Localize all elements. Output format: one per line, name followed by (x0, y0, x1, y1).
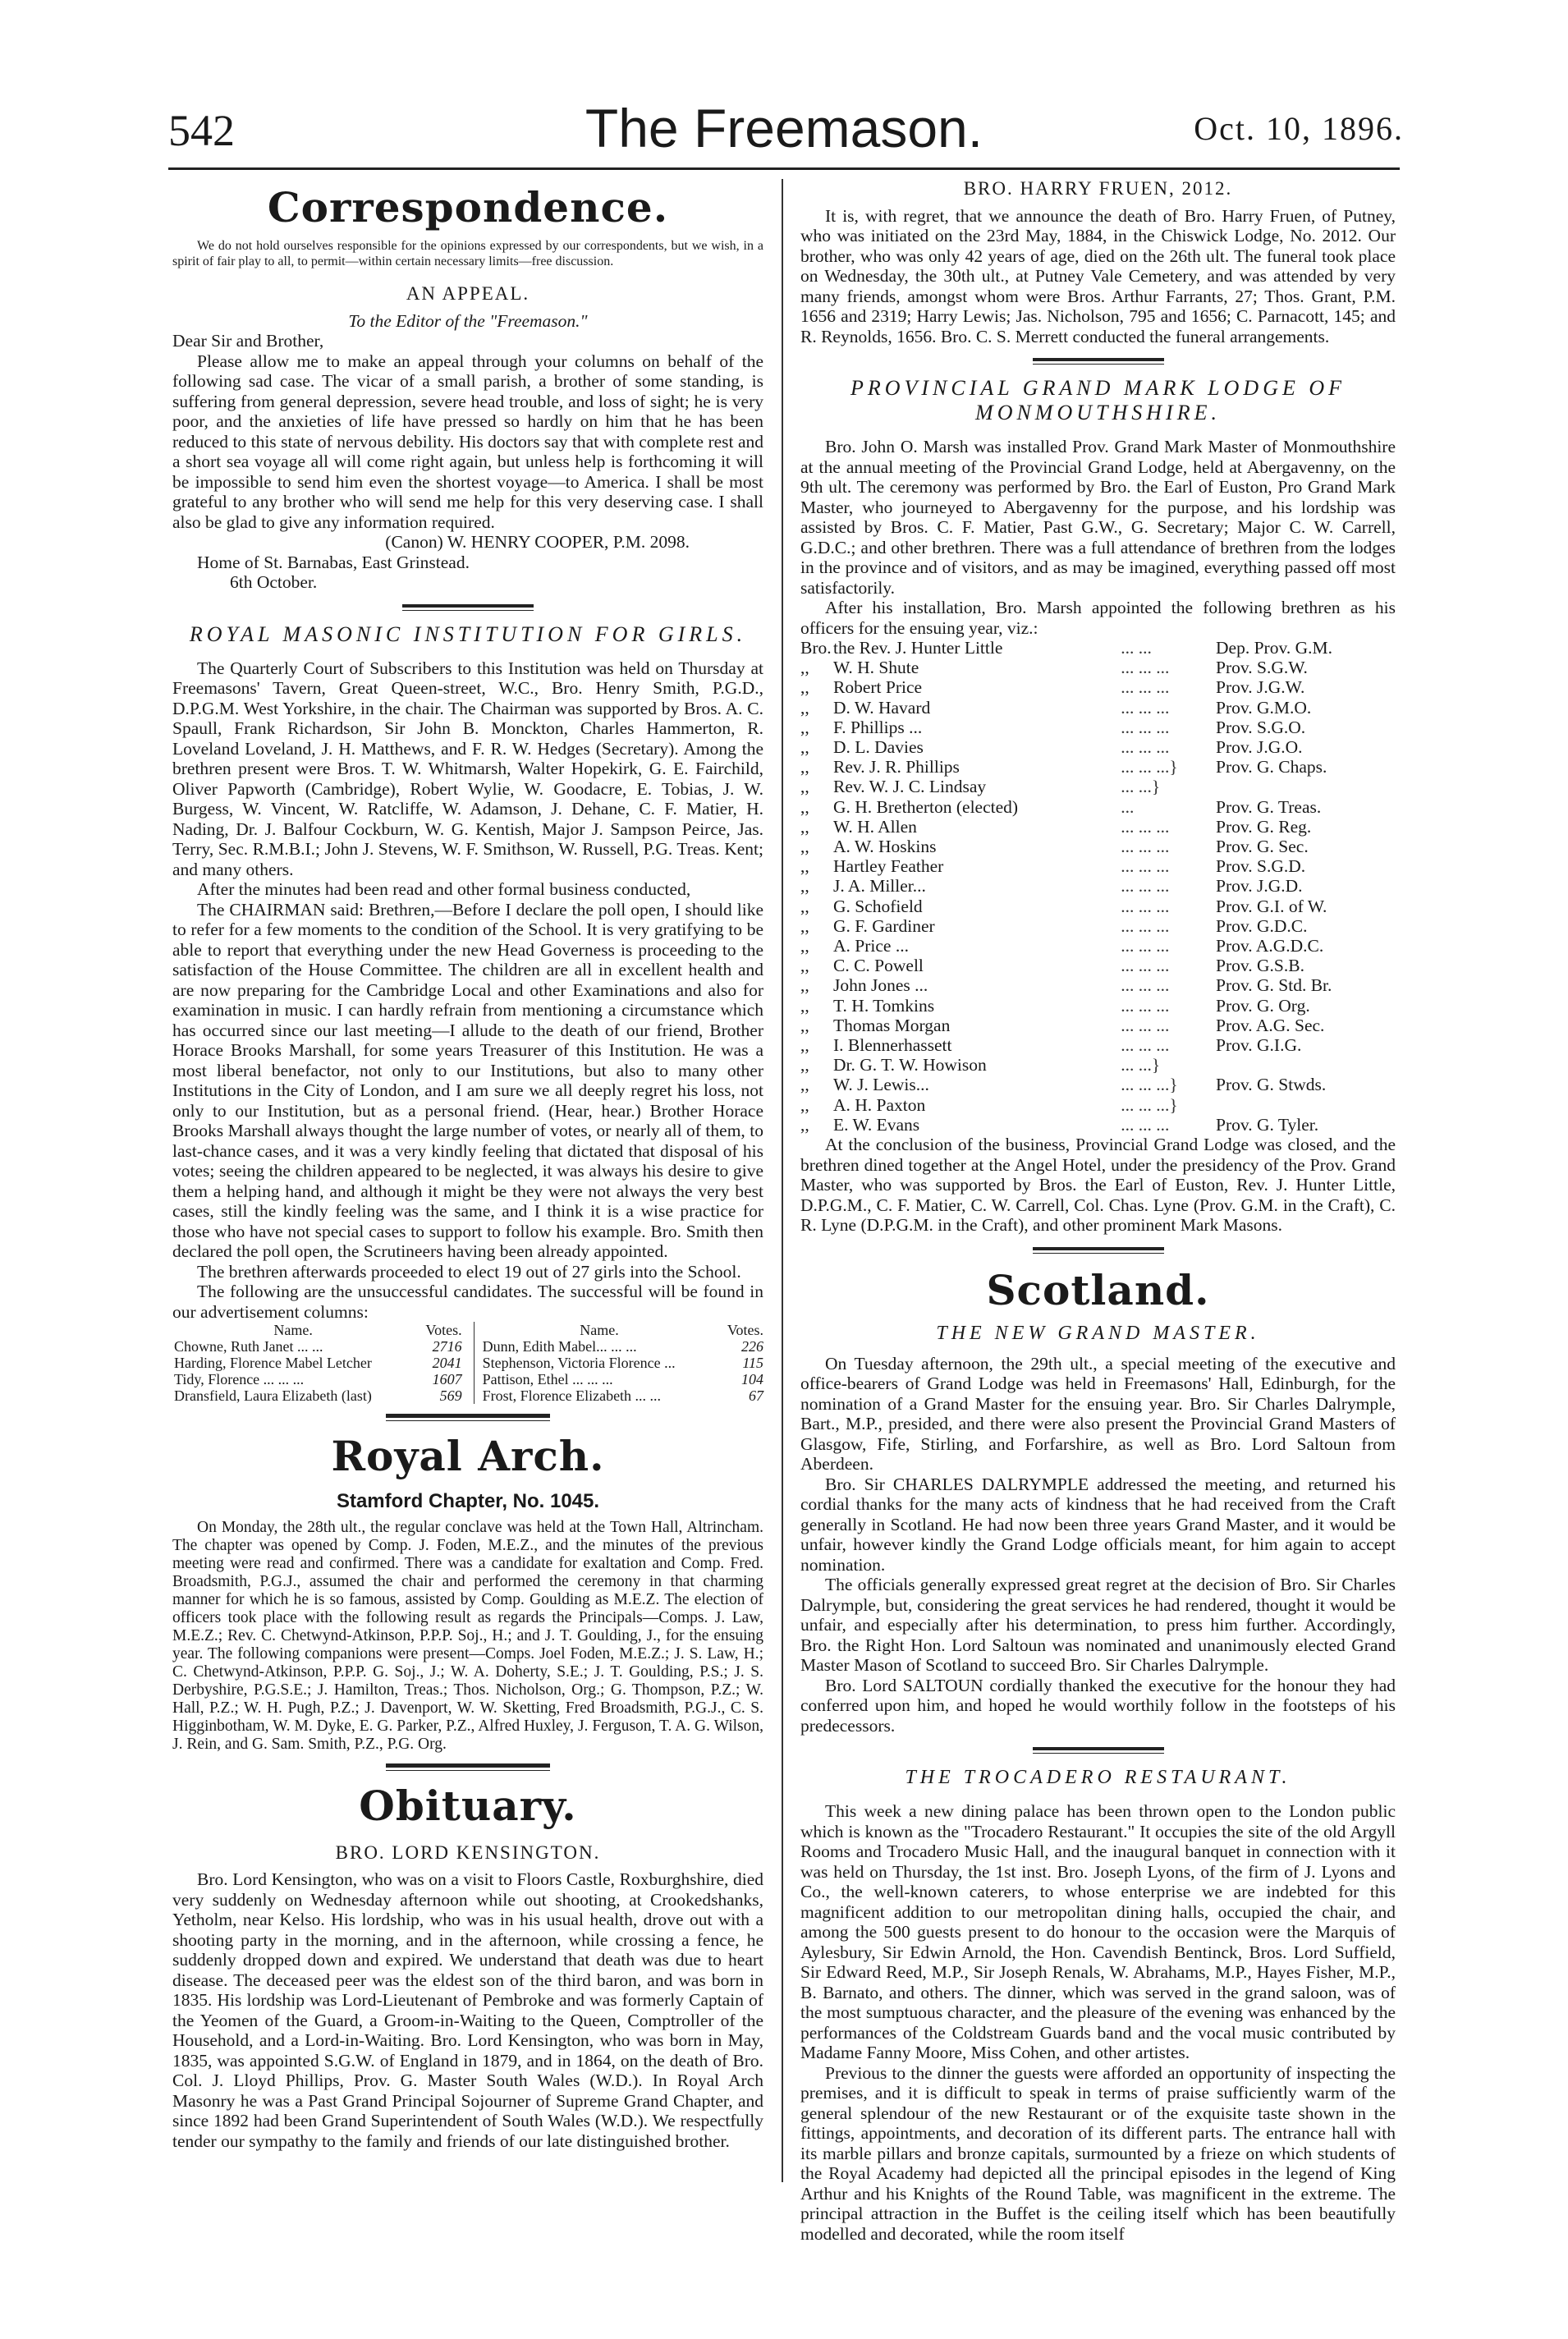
officer-name: D. W. Havard (833, 697, 931, 718)
officer-office: Prov. J.G.O. (1216, 737, 1303, 758)
officer-prefix: ,, (800, 677, 809, 698)
candidate-votes: 2041 (432, 1355, 462, 1371)
officer-name: Rev. W. J. C. Lindsay (833, 777, 987, 797)
officer-office: Prov. G.D.C. (1216, 915, 1308, 936)
officer-row (800, 1095, 1396, 1115)
candidate-name: Dransfield, Laura Elizabeth (last) (174, 1387, 372, 1404)
officer-prefix: Bro. (800, 638, 832, 658)
officer-office: Prov. G. Org. (1216, 995, 1310, 1016)
provincial-paragraph-3: At the conclusion of the business, Provincial Grand Lodge was closed, and the brethren dined together at the Angel Hotel, under the presidency of the Prov. Grand Master, who was supported by Bros. the Earl of Euston, Rev. J. Hunter Little, D.P.G.M., C. F. Matier, C. W. Carrell, Col. Chas. Lyne (Prov. G.M. in the Craft), C. R. Lyne (D.P.G.M. in the Craft), and other prominent Mark Masons. (800, 1135, 1396, 1236)
officer-leader: ... ... ... (1121, 1015, 1170, 1035)
table-row (172, 1371, 763, 1387)
candidate-name: Pattison, Ethel ... ... ... (474, 1371, 718, 1387)
scotland-paragraph-1: On Tuesday afternoon, the 29th ult., a special meeting of the executive and office-bearers of Grand Lodge was held in Freemasons' Hall, Edinburgh, for the nomination of a Grand Master for the ensuing year. Bro. Sir Charles Dalrymple, Bart., M.P., presided, and there were also present the Provincial Grand Masters of Glasgow, Fife, Stirling, and Forfarshire, as well as Bro. Lord Saltoun from Aberdeen. (800, 1353, 1396, 1474)
officer-office: Prov. G.I. of W. (1216, 896, 1327, 916)
page-number: 542 (168, 106, 235, 155)
officer-name: D. L. Davies (833, 737, 924, 758)
officer-row (800, 777, 1396, 796)
officer-prefix: ,, (800, 936, 809, 956)
officer-name: Hartley Feather (833, 856, 944, 877)
fruen-subheading: BRO. HARRY FRUEN, 2012. (963, 178, 1233, 199)
officer-office: Prov. A.G.D.C. (1216, 936, 1324, 956)
officer-leader: ... (1121, 796, 1135, 817)
officer-row (800, 897, 1396, 916)
unsuccessful-candidates-table (172, 1322, 763, 1404)
appeal-salutation: Dear Sir and Brother, (172, 331, 324, 351)
officer-name: the Rev. J. Hunter Little (833, 638, 1003, 658)
appeal-addressee: To the Editor of the "Freemason." (348, 310, 588, 331)
officer-name: John Jones ... (833, 975, 928, 996)
section-rule (1033, 1247, 1164, 1254)
officer-leader: ... ... ... (1121, 697, 1170, 718)
officer-prefix: ,, (800, 975, 809, 996)
officer-leader: ... ... ... (1121, 936, 1170, 956)
fruen-body: It is, with regret, that we announce the death of Bro. Harry Fruen, of Putney, who was initiated on the 23rd May, 1884, in the Chiswick Lodge, No. 2012. Our brother, who was only 42 years of age, died on the 26th ult. The funeral took place on Wednesday, the 30th ult., at Putney Vale Cemetery, and was attended by very many friends, amongst whom were Bros. Arthur Farrants, 27; Thos. Grant, P.M. 1656 and 2319; Harry Lewis; Jas. Nicholson, 795 and 1656; C. Parnacott, 145; and R. Reynolds, 1656. Bro. C. S. Merrett conducted the funeral arrangements. (800, 205, 1396, 346)
candidate-votes: 2716 (432, 1338, 462, 1355)
officer-row (800, 1035, 1396, 1055)
officer-row (800, 638, 1396, 658)
officer-leader: ... ... ... (1121, 956, 1170, 976)
officer-name: F. Phillips ... (833, 717, 923, 737)
officer-name: I. Blennerhassett (833, 1035, 952, 1056)
officer-row (800, 837, 1396, 856)
officer-office: Prov. S.G.D. (1216, 856, 1306, 877)
col-header-name: Name. (474, 1322, 718, 1338)
col-header-votes: Votes. (425, 1322, 462, 1338)
officer-leader: ... ... ... (1121, 717, 1170, 737)
officer-name: Robert Price (833, 677, 923, 698)
officer-office: Prov. S.G.W. (1216, 658, 1308, 678)
officer-prefix: ,, (800, 757, 809, 777)
officer-name: A. H. Paxton (833, 1094, 926, 1115)
officer-row (800, 677, 1396, 697)
officer-name: E. W. Evans (833, 1114, 920, 1135)
officer-office: Prov. G.I.G. (1216, 1035, 1302, 1056)
officer-leader: ... ... ... (1121, 975, 1170, 996)
officer-row (800, 737, 1396, 757)
officer-prefix: ,, (800, 816, 809, 837)
correspondence-disclaimer: We do not hold ourselves responsible for the opinions expressed by our correspondents, but we wish, in a spirit of fair play to all, to permit—within certain necessary limits—free discussion. (172, 239, 763, 268)
column-divider (782, 179, 783, 2182)
officer-leader: ... ... (1121, 638, 1152, 658)
officer-row (800, 996, 1396, 1016)
royal-arch-subheading: Stamford Chapter, No. 1045. (336, 1490, 600, 1512)
officer-office: Prov. J.G.D. (1216, 876, 1303, 897)
candidate-votes: 115 (742, 1355, 763, 1371)
officer-prefix: ,, (800, 1094, 809, 1115)
candidate-name: Dunn, Edith Mabel... ... ... (474, 1338, 718, 1355)
trocadero-paragraph-1: This week a new dining palace has been thrown open to the London public which is known as the "Trocadero Restaurant." It occupies the site of the old Argyll Rooms and Trocadero Music Hall, and the inaugural banquet in connection with it was held on Thursday, the 1st inst. Bro. Joseph Lyons, of the firm of J. Lyons and Co., the well-known caterers, to whose enterprise we are indebted for this magnificent addition to our metropolitan dining halls, occupied the chair, and among the 500 guests present to do honour to the occasion were the Marquis of Aylesbury, Sir Edwin Arnold, the Hon. Cavendish Bentinck, Bros. Lord Suffield, Sir Edward Reed, M.P., Sir Joseph Renals, W. Abrahams, M.P., Hayes Fisher, M.P., B. Barnato, and others. The dinner, which was served in the grand saloon, was of the most sumptuous character, and the pleasure of the evening was enhanced by the performances of the Coldstream Guards band and the vocal music contributed by Madame Fanny Moore, Miss Cohen, and other artistes. (800, 1801, 1396, 2063)
officer-leader: ... ...} (1121, 1055, 1161, 1075)
issue-date: Oct. 10, 1896. (1194, 110, 1404, 147)
officer-row (800, 856, 1396, 876)
officer-name: G. Schofield (833, 896, 923, 916)
rmig-heading: ROYAL MASONIC INSTITUTION FOR GIRLS. (189, 621, 747, 646)
obituary-heading: Obituary. (359, 1781, 577, 1830)
section-rule (386, 1763, 550, 1771)
rmig-paragraph-2: After the minutes had been read and other formal business conducted, (197, 879, 691, 899)
officer-name: W. H. Allen (833, 816, 917, 837)
officer-leader: ... ... ... (1121, 896, 1170, 916)
candidate-votes: 569 (439, 1387, 462, 1404)
officer-prefix: ,, (800, 1055, 809, 1075)
officer-prefix: ,, (800, 956, 809, 976)
candidate-name: Frost, Florence Elizabeth ... ... (474, 1387, 718, 1404)
scotland-paragraph-2: Bro. Sir CHARLES DALRYMPLE addressed the meeting, and returned his cordial thanks for the many acts of kindness that he had received from the Craft generally in Scotland. He had now been three years Grand Master, and it would be unfair, however kindly the Grand Lodge officials meant, for him again to accept nomination. (800, 1474, 1396, 1575)
officer-office: Prov. S.G.O. (1216, 717, 1306, 737)
officer-prefix: ,, (800, 1015, 809, 1035)
officer-row (800, 975, 1396, 995)
candidate-name: Harding, Florence Mabel Letcher (174, 1355, 372, 1371)
masthead-title: The Freemason. (585, 98, 983, 158)
officer-leader: ... ... ... (1121, 816, 1170, 837)
officers-list (800, 638, 1396, 1135)
candidate-votes: 104 (741, 1371, 763, 1387)
table-row (172, 1387, 763, 1404)
officer-leader: ... ... ... (1121, 995, 1170, 1016)
officer-prefix: ,, (800, 856, 809, 877)
provincial-heading: PROVINCIAL GRAND MARK LODGE OF MONMOUTHSHIRE. (850, 376, 1346, 424)
officer-office (1211, 1095, 1396, 1115)
officer-office: Prov. G.M.O. (1216, 697, 1312, 718)
provincial-paragraph-1: Bro. John O. Marsh was installed Prov. Grand Mark Master of Monmouthshire at the annual meeting of the Provincial Grand Lodge, held at Abergavenny, on the 9th ult. The ceremony was performed by Bro. the Earl of Euston, Pro Grand Mark Master, who journeyed to Abergavenny for the purpose, and his lordship was assisted by Bros. C. F. Matier, Past G.W., G. Secretary; Major C. W. Carrell, G.D.C.; and other brethren. There was a full attendance of brethren from the lodges in the province and of visitors, and as may be imagined, everything passed off most satisfactorily. (800, 437, 1396, 598)
section-rule (402, 604, 534, 611)
officer-name: J. A. Miller... (833, 876, 926, 897)
officer-row (800, 698, 1396, 718)
obituary-subheading: BRO. LORD KENSINGTON. (335, 1841, 601, 1863)
officer-name: A. Price ... (833, 936, 909, 956)
officer-office: Prov. G. Chaps. (1216, 757, 1327, 777)
officer-leader: ... ... ... (1121, 837, 1170, 857)
section-rule (1033, 1747, 1164, 1754)
candidate-votes: 67 (749, 1387, 763, 1404)
appeal-body: Please allow me to make an appeal through your columns on behalf of the following sad case. The vicar of a small parish, a brother of some standing, is suffering from general depression, severe head trouble, and loss of sight; he is very poor, and the anxieties of life have pressed so hardly on him that he has been reduced to this state of nervous debility. His doctors say that with complete rest and a short sea voyage all will come right again, but unless help is forthcoming it will be impossible to send him even the shortest voyage—to America. I shall be most grateful to any brother who will send me help for this very deserving case. I shall also be glad to give any information required. (172, 351, 763, 532)
officer-leader: ... ... ... (1121, 1114, 1170, 1135)
rmig-paragraph-1: The Quarterly Court of Subscribers to this Institution was held on Thursday at Freemasons' Tavern, Great Queen-street, W.C., Bro. Henry Smith, P.G.D., D.P.G.M. West Yorkshire, in the chair. The Chairman was supported by Bros. A. C. Spaull, Frank Richardson, Sir John B. Monckton, Charles Hammerton, R. Loveland Loveland, J. H. Matthews, and F. R. W. Hedges (Secretary). Among the brethren present were Bros. T. W. Whitmarsh, Walter Hopekirk, G. E. Fairchild, Oliver Papworth (Cambridge), Robert Wylie, W. Goodacre, E. Tobias, J. W. Burgess, W. Vincent, W. Ratcliffe, W. Adamson, J. Dehane, C. F. Matier, H. Nading, Dr. J. Balfour Cockburn, W. G. Kentish, Major J. Sampson Peirce, Jas. Terry, Sec. R.M.B.I.; John J. Stevens, W. F. Smithson, W. Russell, P.G. Treas. Kent; and many others. (172, 658, 763, 879)
officer-office: Prov. G. Reg. (1216, 816, 1312, 837)
officer-name: G. F. Gardiner (833, 915, 935, 936)
correspondence-heading: Correspondence. (267, 183, 669, 232)
officer-leader: ... ... ... (1121, 1035, 1170, 1056)
officer-prefix: ,, (800, 995, 809, 1016)
provincial-paragraph-2: After his installation, Bro. Marsh appointed the following brethren as his officers for the ensuing year, viz.: (800, 598, 1396, 638)
left-column (172, 179, 763, 2151)
officer-name: W. J. Lewis... (833, 1075, 929, 1095)
officer-leader: ... ...} (1121, 777, 1161, 797)
rmig-paragraph-5: The following are the unsuccessful candidates. The successful will be found in our advertisement columns: (172, 1282, 763, 1322)
officer-office: Prov. G.S.B. (1216, 956, 1304, 976)
section-rule (1033, 358, 1164, 365)
officer-row (800, 876, 1396, 896)
section-rule (386, 1414, 550, 1421)
officer-row (800, 797, 1396, 817)
officer-office: Dep. Prov. G.M. (1216, 638, 1332, 658)
officer-office: Prov. G. Stwds. (1216, 1075, 1327, 1095)
appeal-title: AN APPEAL. (406, 283, 530, 304)
officer-office: Prov. G. Tyler. (1216, 1114, 1319, 1135)
officer-leader: ... ... ... (1121, 658, 1170, 678)
officer-name: C. C. Powell (833, 956, 924, 976)
officer-leader: ... ... ... (1121, 856, 1170, 877)
officer-name: W. H. Shute (833, 658, 919, 678)
header-rule (168, 167, 1400, 170)
officer-leader: ... ... ... (1121, 915, 1170, 936)
right-column (800, 179, 1396, 2244)
officer-leader: ... ... ...} (1121, 757, 1178, 777)
candidate-name: Stephenson, Victoria Florence ... (474, 1355, 718, 1371)
officer-leader: ... ... ... (1121, 876, 1170, 897)
officer-row (800, 1016, 1396, 1035)
officer-row (800, 817, 1396, 837)
officer-office (1211, 777, 1396, 796)
officer-prefix: ,, (800, 777, 809, 797)
table-row (172, 1355, 763, 1371)
page-header (0, 0, 1568, 177)
scotland-heading: Scotland. (986, 1265, 1210, 1314)
officer-leader: ... ... ... (1121, 737, 1170, 758)
officer-office: Prov. A.G. Sec. (1216, 1015, 1325, 1035)
officer-prefix: ,, (800, 697, 809, 718)
obituary-body: Bro. Lord Kensington, who was on a visit to Floors Castle, Roxburghshire, died very suddenly on Wednesday afternoon while out shooting, at Crookedshanks, Yetholm, near Kelso. His lordship, who was in his usual health, drove out with a shooting party in the morning, and in the afternoon, while crossing a fence, he suddenly dropped down and expired. We understand that death was due to heart disease. The deceased peer was the eldest son of the third baron, and was born in 1835. His lordship was Lord-Lieutenant of Pembroke and was formerly Captain of the Yeomen of the Guard, a Groom-in-Waiting to the Queen, Comptroller of the Household, and a Lord-in-Waiting. Bro. Lord Kensington, who was born in May, 1835, was appointed S.G.W. of England in 1879, and in 1864, on the death of Bro. Col. J. Lloyd Phillips, Prov. G. Master South Wales (W.D.). In Royal Arch Masonry he was a Past Grand Principal Sojourner of Supreme Grand Chapter, and since 1892 had been Grand Superintendent of South Wales (W.D.). We respectfully tender our sympathy to the family and friends of our late distinguished brother. (172, 1869, 763, 2151)
officer-name: G. H. Bretherton (elected) (833, 796, 1019, 817)
officer-prefix: ,, (800, 658, 809, 678)
officer-prefix: ,, (800, 915, 809, 936)
officer-office: Prov. J.G.W. (1216, 677, 1305, 698)
officer-row (800, 916, 1396, 936)
officer-prefix: ,, (800, 1035, 809, 1056)
col-header-name: Name. (273, 1322, 313, 1338)
appeal-address: Home of St. Barnabas, East Grinstead. (197, 552, 470, 572)
candidate-name: Chowne, Ruth Janet ... ... (174, 1338, 323, 1355)
scotland-paragraph-3: The officials generally expressed great regret at the decision of Bro. Sir Charles Dalrymple, but, considering the great services he had rendered, thought it would be unfair, and especially after his determination, to press him further. Accordingly, Bro. the Right Hon. Lord Saltoun was nominated and unanimously elected Grand Master Mason of Scotland to succeed Bro. Sir Charles Dalrymple. (800, 1575, 1396, 1676)
scotland-subheading: THE NEW GRAND MASTER. (936, 1322, 1260, 1344)
officer-name: A. W. Hoskins (833, 837, 937, 857)
officer-row (800, 658, 1396, 677)
officer-leader: ... ... ... (1121, 677, 1170, 698)
candidate-votes: 226 (741, 1338, 763, 1355)
officer-prefix: ,, (800, 896, 809, 916)
royal-arch-body: On Monday, the 28th ult., the regular conclave was held at the Town Hall, Altrincham. The chapter was opened by Comp. J. Foden, M.E.Z., and the minutes of the previous meeting were read and confirmed. There was a candidate for exaltation and Comp. Fred. Broadsmith, P.G.J., assumed the chair and performed the ceremony in that charming manner for which he is so famous, assisted by Comp. Goulding as M.E.Z. The election of officers took place with the following result as regards the Principals—Comps. J. Law, M.E.Z.; Rev. C. Chetwynd-Atkinson, P.P.P. Soj., H.; and J. T. Goulding, J., for the ensuing year. The following companions were present—Comps. Joel Foden, M.E.Z.; J. S. Law, H.; C. Chetwynd-Atkinson, P.P.P. G. Soj., J.; W. A. Doherty, S.E.; J. T. Goulding, P.S.; J. S. Derbyshire, P.G.S.E.; J. Hamilton, Treas.; Thos. Nicholson, Org.; G. Thompson, P.Z.; W. Hall, P.Z.; W. H. Pugh, P.Z.; J. Davenport, W. W. Sketting, Fred Broadsmith, P.G.J., C. S. Higginbotham, W. M. Dyke, E. G. Parker, P.Z., Alfred Huxley, J. Ferguson, T. A. G. Wilson, J. Rein, and G. Sam. Smith, P.Z., P.G. Org. (172, 1518, 763, 1753)
trocadero-paragraph-2: Previous to the dinner the guests were afforded an opportunity of inspecting the premises, and it is difficult to speak in terms of praise sufficiently warm of the general splendour of the new Restaurant or of the exquisite taste shown in the fittings, appointments, and decoration of its different parts. The entrance hall with its marble pillars and bronze capitals, surmounted by a frieze on which students of the Royal Academy had depicted all the principal episodes in the legend of King Arthur and his Knights of the Round Table, was magnificent in the extreme. The principal attraction in the Buffet is the ceiling itself which has been beautifully modelled and decorated, while the room itself (800, 2062, 1396, 2244)
officer-name: Rev. J. R. Phillips (833, 757, 960, 777)
rmig-paragraph-4: The brethren afterwards proceeded to elect 19 out of 27 girls into the School. (197, 1261, 741, 1282)
officer-row (800, 956, 1396, 975)
officer-office: Prov. G. Treas. (1216, 796, 1322, 817)
royal-arch-heading: Royal Arch. (331, 1432, 605, 1480)
scotland-paragraph-4: Bro. Lord SALTOUN cordially thanked the executive for the honour they had conferred upon him, and hoped he would worthily follow in the footsteps of his predecessors. (800, 1675, 1396, 1736)
col-header-votes: Votes. (727, 1322, 763, 1338)
officer-row (800, 718, 1396, 737)
officer-prefix: ,, (800, 717, 809, 737)
officer-leader: ... ... ...} (1121, 1094, 1178, 1115)
officer-prefix: ,, (800, 1114, 809, 1135)
candidate-name: Tidy, Florence ... ... ... (174, 1371, 305, 1387)
rmig-paragraph-3: The CHAIRMAN said: Brethren,—Before I declare the poll open, I should like to refer for a few moments to the condition of the School. It is very gratifying to be able to report that everything under the new Head Governess is proceeding to the satisfaction of the House Committee. The children are all in excellent health and are now preparing for the Cambridge Local and other Examinations and also for examination in music. I can hardly refrain from mentioning a circumstance which has occurred since our last meeting—I allude to the death of our friend, Brother Horace Brooks Marshall, for some years Treasurer of this Institution. He was a most liberal benefactor, not only to our Institutions, but also to many other Institutions in the City of London, and I am sure we all deeply regret his loss, not only to our Institution, but as a personal friend. (Hear, hear.) Brother Horace Brooks Marshall always thought the large number of votes, or nearly all of them, to last-chance cases, and it was a very kindly feeling that dictated that disposal of his votes; seeing the children appeared to be neglected, it was always his desire to give them a helping hand, and although it might be they were not always the very best cases, still the kindly feeling was the same, and I think it is a wise practice for those who have not special cases to support to follow his example. Bro. Smith then declared the poll open, the Scrutineers having been already appointed. (172, 899, 763, 1261)
officer-name: T. H. Tomkins (833, 995, 935, 1016)
officer-prefix: ,, (800, 876, 809, 897)
officer-office: Prov. G. Std. Br. (1216, 975, 1332, 996)
officer-row (800, 936, 1396, 956)
officer-row (800, 1055, 1396, 1075)
officer-row (800, 1075, 1396, 1094)
officer-leader: ... ... ...} (1121, 1075, 1178, 1095)
trocadero-heading: THE TROCADERO RESTAURANT. (905, 1767, 1291, 1789)
appeal-dateline: 6th October. (230, 572, 318, 592)
officer-prefix: ,, (800, 1075, 809, 1095)
candidate-votes: 1607 (432, 1371, 462, 1387)
officer-prefix: ,, (800, 737, 809, 758)
officer-office: Prov. G. Sec. (1216, 837, 1309, 857)
officer-office (1211, 1055, 1396, 1075)
table-row (172, 1338, 763, 1355)
appeal-signature: (Canon) W. HENRY COOPER, P.M. 2098. (385, 532, 690, 552)
officer-name: Dr. G. T. W. Howison (833, 1055, 987, 1075)
officer-prefix: ,, (800, 796, 809, 817)
officer-row (800, 757, 1396, 777)
officer-prefix: ,, (800, 837, 809, 857)
officer-name: Thomas Morgan (833, 1015, 951, 1035)
officer-row (800, 1115, 1396, 1135)
